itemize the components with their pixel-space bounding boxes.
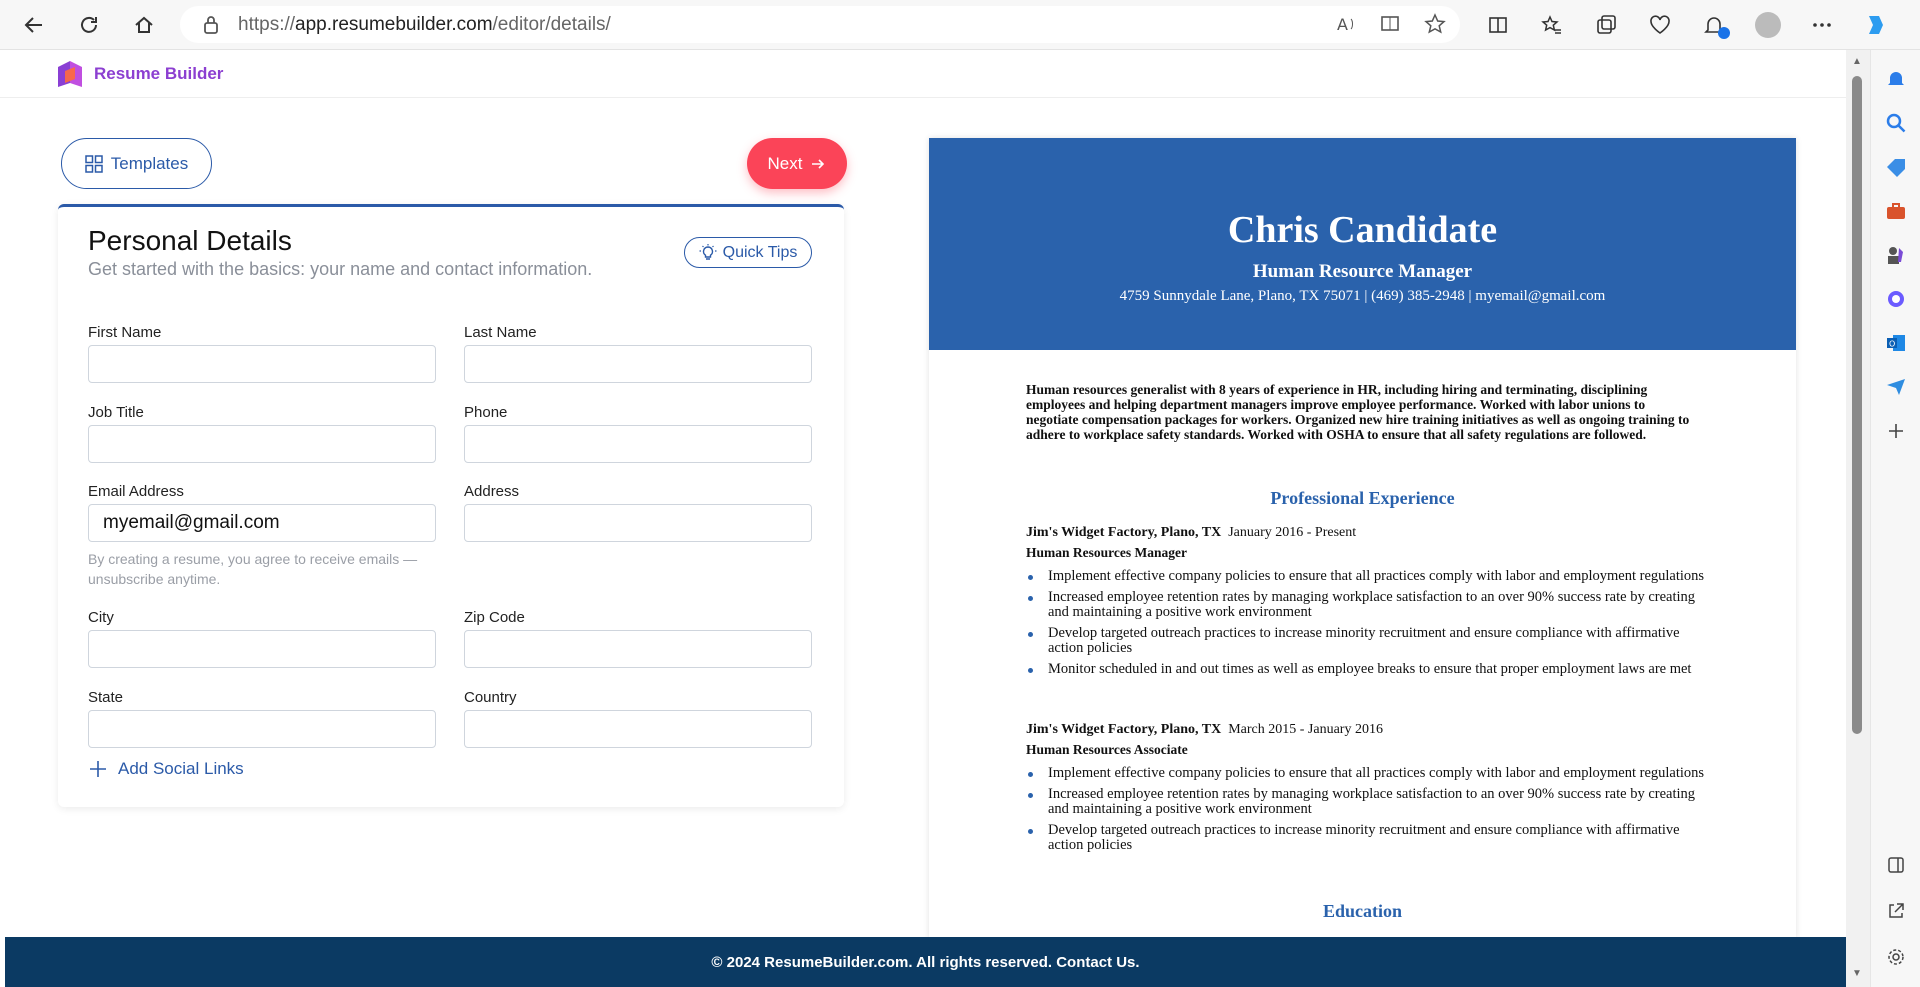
- quick-tips-label: Quick Tips: [722, 243, 798, 261]
- browser-sidebar: [1870, 50, 1920, 987]
- plus-icon: [1887, 422, 1905, 440]
- svg-text:O: O: [1888, 339, 1895, 349]
- state-label: State: [88, 689, 124, 706]
- notification-badge: [1718, 27, 1730, 39]
- shopping-tag-icon: [1885, 157, 1907, 177]
- url-text: https://app.resumebuilder.com/editor/details/: [238, 13, 611, 35]
- more-options-button[interactable]: [1804, 7, 1840, 43]
- job-2-header: [1026, 722, 1716, 738]
- zip-label: Zip Code: [464, 609, 525, 626]
- sidebar-search-button[interactable]: [1881, 108, 1911, 138]
- sidebar-games-button[interactable]: [1881, 240, 1911, 270]
- list-item: Increased employee retention rates by managing workplace satisfaction to an over 90% success rate by creating and maintaining a positive work environment: [1026, 787, 1706, 817]
- search-icon: [1886, 113, 1906, 133]
- next-label: Next: [767, 153, 803, 173]
- profile-button[interactable]: [1750, 7, 1786, 43]
- favorite-star-icon[interactable]: [1424, 13, 1446, 35]
- phone-field[interactable]: [464, 425, 812, 463]
- reader-view-icon[interactable]: [1380, 13, 1402, 35]
- add-social-links-button[interactable]: [88, 759, 244, 779]
- first-name-field[interactable]: [88, 345, 436, 383]
- site-footer: [5, 937, 1846, 987]
- favorites-button[interactable]: [1534, 7, 1570, 43]
- resume-name: Chris Candidate: [1227, 209, 1498, 251]
- arrow-left-icon: [23, 14, 45, 36]
- sidebar-toggle-button[interactable]: [1881, 850, 1911, 880]
- templates-button[interactable]: [61, 138, 212, 189]
- resume-header: [929, 138, 1796, 350]
- refresh-icon: [78, 14, 100, 36]
- browser-toolbar: [0, 0, 1920, 50]
- email-label: Email Address: [88, 483, 184, 500]
- read-aloud-icon[interactable]: [1336, 13, 1358, 35]
- phone-label: Phone: [464, 404, 508, 421]
- country-label: Country: [464, 689, 517, 706]
- resume-builder-logo-icon[interactable]: [56, 59, 84, 89]
- sidebar-outlook-button[interactable]: [1881, 328, 1911, 358]
- toolbox-icon: [1885, 201, 1907, 221]
- list-item: Implement effective company policies to ensure that all practices comply with labor and employment regulations: [1026, 766, 1706, 781]
- address-bar[interactable]: [180, 6, 1460, 43]
- send-plane-icon: [1885, 377, 1907, 397]
- personal-details-card: [58, 204, 844, 807]
- notifications-button[interactable]: [1696, 7, 1732, 43]
- favorites-icon: [1541, 14, 1563, 36]
- sidebar-panel-icon: [1887, 856, 1905, 874]
- lightbulb-icon: [699, 244, 717, 262]
- sidebar-external-button[interactable]: [1881, 896, 1911, 926]
- sidebar-bell-button[interactable]: [1881, 64, 1911, 94]
- resume-role: Human Resource Manager: [1252, 261, 1473, 282]
- scroll-up-arrow-icon[interactable]: ▲: [1852, 56, 1862, 67]
- avatar: [1755, 12, 1781, 38]
- resume-contact: 4759 Sunnydale Lane, Plano, TX 75071 | (469) 385-2948 | myemail@gmail.com: [1119, 288, 1606, 304]
- home-icon: [133, 14, 155, 36]
- chess-piece-icon: [1885, 244, 1907, 266]
- resume-preview: [929, 138, 1796, 938]
- job-title-field[interactable]: [88, 425, 436, 463]
- collections-icon: [1595, 14, 1617, 36]
- city-label: City: [88, 609, 114, 626]
- plus-icon: [88, 759, 108, 779]
- sidebar-drop-button[interactable]: [1881, 372, 1911, 402]
- add-social-label: Add Social Links: [118, 759, 244, 778]
- next-button[interactable]: [747, 138, 847, 189]
- education-heading: Education: [1322, 901, 1403, 921]
- blue-bell-icon: [1886, 69, 1906, 89]
- resume-summary: Human resources generalist with 8 years of experience in HR, including hiring and terminating, disciplining employees and helping department managers improve employee performance. Worked with labor unions to negotiate compensation packages for workers. Organized new hire training initiatives as well as ongoing training to adhere to workplace safety standards. Worked with OSHA to ensure that all safety regulations are followed.: [1026, 382, 1690, 442]
- experience-heading: Professional Experience: [1270, 488, 1455, 508]
- sidebar-settings-button[interactable]: [1881, 942, 1911, 972]
- zip-field[interactable]: [464, 630, 812, 668]
- templates-label: Templates: [110, 153, 189, 173]
- job-1-bullets: [1026, 569, 1706, 683]
- arrow-right-icon: [810, 156, 826, 172]
- split-screen-button[interactable]: [1480, 7, 1516, 43]
- city-field[interactable]: [88, 630, 436, 668]
- sidebar-add-button[interactable]: [1881, 416, 1911, 446]
- job-2-bullets: [1026, 766, 1706, 859]
- page-scrollbar[interactable]: [1846, 50, 1870, 987]
- list-item: Monitor scheduled in and out times as well as employee breaks to ensure that proper employment laws are met: [1026, 662, 1706, 677]
- job-1-title: Human Resources Manager: [1026, 545, 1187, 560]
- list-item: Develop targeted outreach practices to increase minority recruitment and ensure compliance with affirmative action policies: [1026, 626, 1706, 656]
- logo-text[interactable]: Resume Builder: [94, 63, 224, 83]
- list-item: Develop targeted outreach practices to increase minority recruitment and ensure compliance with affirmative action policies: [1026, 823, 1706, 853]
- job-1-company: Jim's Widget Factory, Plano, TX: [1026, 525, 1222, 540]
- more-dots-icon: [1811, 14, 1833, 36]
- collections-button[interactable]: [1588, 7, 1624, 43]
- copilot-icon: [1863, 12, 1889, 38]
- email-field[interactable]: myemail@gmail.com: [88, 504, 436, 542]
- external-link-icon: [1887, 902, 1905, 920]
- sidebar-copilot-button[interactable]: [1881, 284, 1911, 314]
- back-button[interactable]: [16, 7, 52, 43]
- sidebar-tools-button[interactable]: [1881, 196, 1911, 226]
- job-title-label: Job Title: [88, 404, 144, 421]
- footer-text: © 2024 ResumeBuilder.com. All rights reserved. Contact Us.: [711, 953, 1140, 971]
- lock-icon: [200, 14, 222, 36]
- outlook-icon: [1885, 333, 1907, 353]
- first-name-label: First Name: [88, 324, 162, 341]
- last-name-field[interactable]: [464, 345, 812, 383]
- browser-essentials-button[interactable]: [1642, 7, 1678, 43]
- gear-icon: [1887, 948, 1905, 966]
- job-2-dates: March 2015 - January 2016: [1228, 722, 1383, 737]
- address-label: Address: [464, 483, 520, 500]
- refresh-button[interactable]: [71, 7, 107, 43]
- list-item: Implement effective company policies to ensure that all practices comply with labor and employment regulations: [1026, 569, 1706, 584]
- list-item: Increased employee retention rates by managing workplace satisfaction to an over 90% success rate by creating and maintaining a positive work environment: [1026, 590, 1706, 620]
- home-button[interactable]: [126, 7, 162, 43]
- svg-text:A: A: [1337, 15, 1348, 34]
- consent-text: By creating a resume, you agree to receive emails — unsubscribe anytime.: [88, 551, 418, 587]
- job-2-company: Jim's Widget Factory, Plano, TX: [1026, 722, 1222, 737]
- grid-icon: [85, 155, 103, 173]
- copilot-button[interactable]: [1858, 7, 1894, 43]
- state-field[interactable]: [88, 710, 436, 748]
- card-subtitle: Get started with the basics: your name and contact information.: [88, 259, 593, 279]
- split-screen-icon: [1487, 14, 1509, 36]
- last-name-label: Last Name: [464, 324, 537, 341]
- job-1-header: [1026, 525, 1716, 541]
- job-1-dates: January 2016 - Present: [1228, 525, 1357, 540]
- country-field[interactable]: [464, 710, 812, 748]
- quick-tips-button[interactable]: [684, 237, 812, 268]
- card-title: Personal Details: [88, 225, 292, 256]
- sidebar-shopping-button[interactable]: [1881, 152, 1911, 182]
- scrollbar-thumb[interactable]: [1852, 76, 1862, 734]
- job-2-title: Human Resources Associate: [1026, 742, 1188, 757]
- copilot-swirl-icon: [1886, 289, 1906, 309]
- heart-pulse-icon: [1649, 14, 1671, 36]
- scroll-down-arrow-icon[interactable]: ▼: [1852, 968, 1862, 979]
- site-header: [0, 50, 1846, 98]
- address-field[interactable]: [464, 504, 812, 542]
